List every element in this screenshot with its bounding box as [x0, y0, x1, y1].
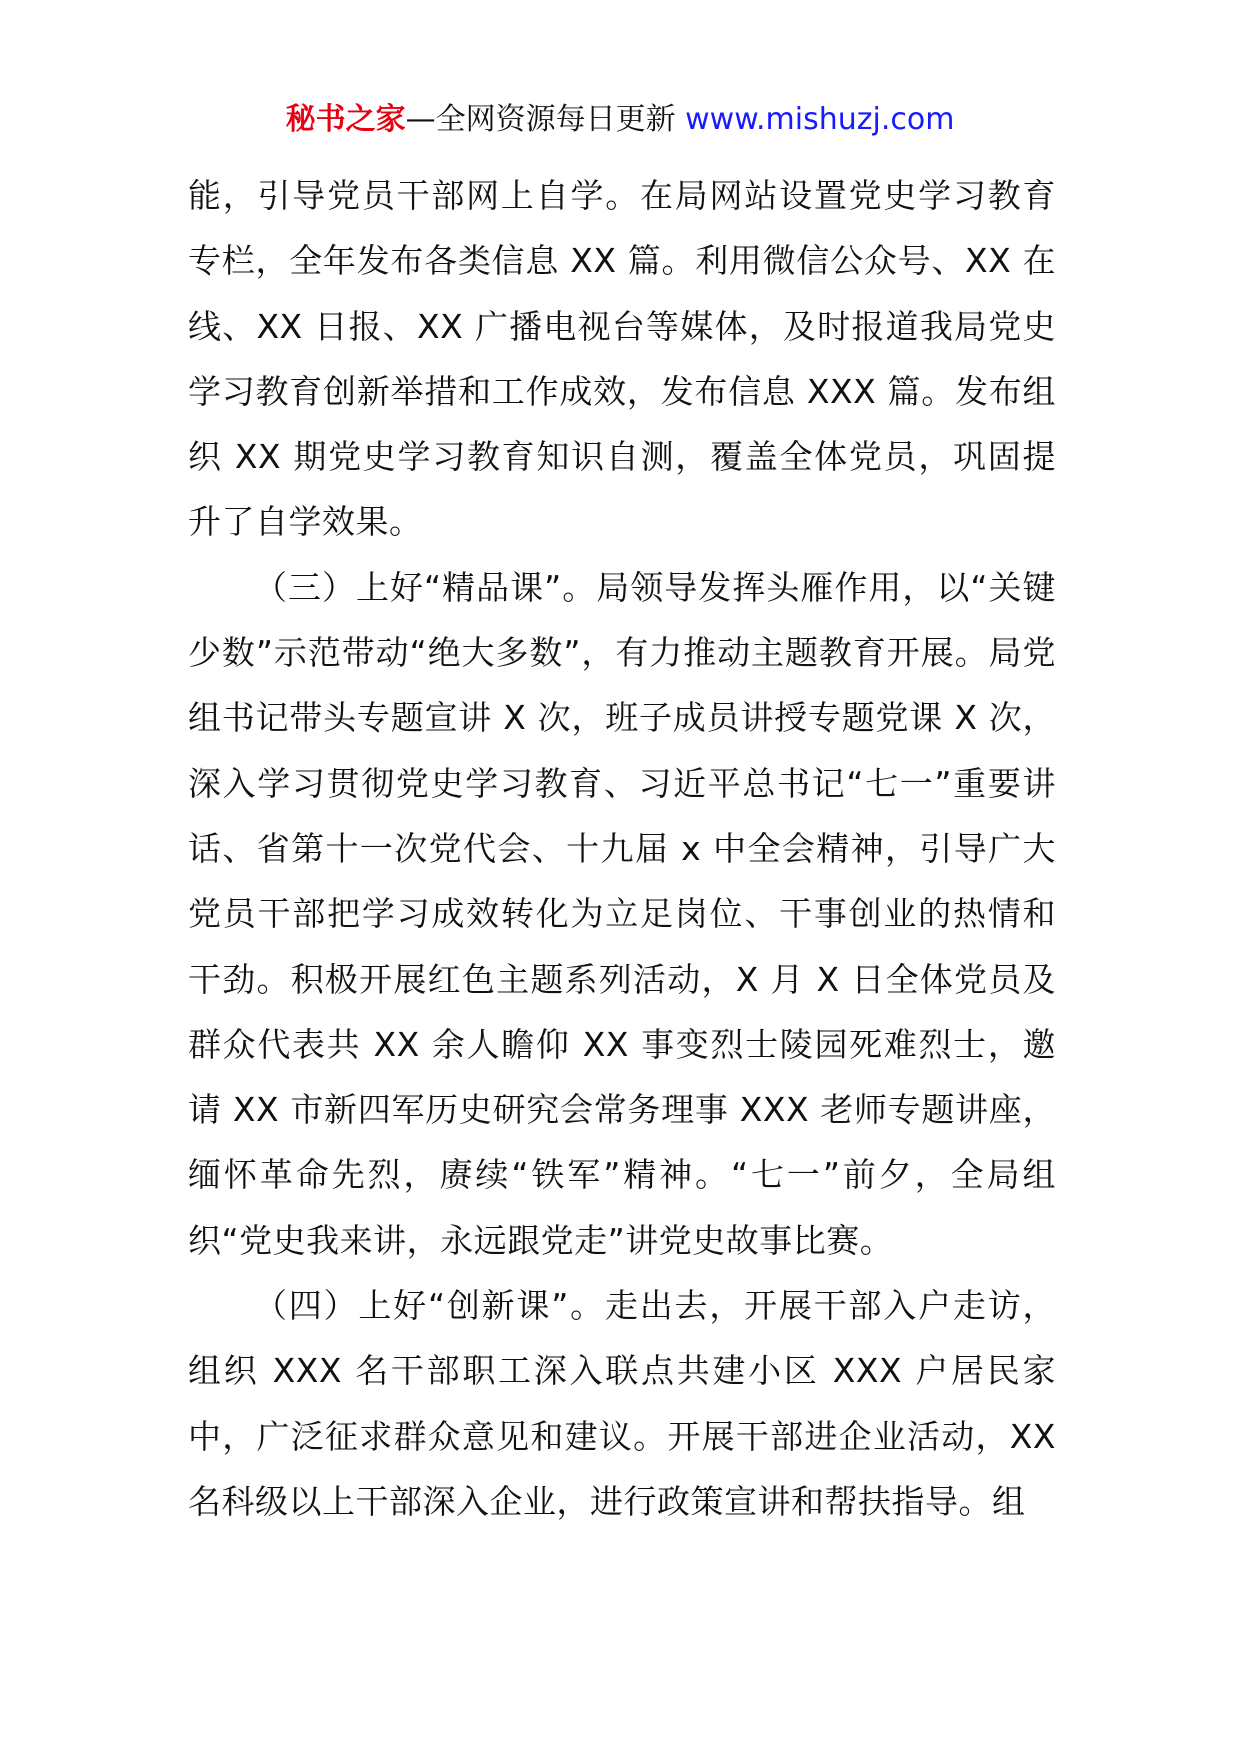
header-tagline: —全网资源每日更新	[405, 102, 676, 137]
site-url: www.mishuzj.com	[685, 102, 955, 137]
brand-name: 秘书之家	[285, 102, 406, 137]
paragraph-continuation: 能，引导党员干部网上自学。在局网站设置党史学习教育专栏，全年发布各类信息 XX 篇。利用微信公众号、XX 在线、XX 日报、XX 广播电视台等媒体，及时报道我局党史学习教育创新举措和工作成效，发布信息 XXX 篇。发布组织 XX 期党史学习教育知识自测，覆盖全体党员，巩固提升了自学效果。	[188, 176, 1056, 542]
paragraph-section-four: （四）上好“创新课”。走出去，开展干部入户走访，组织 XXX 名干部职工深入联点共建小区 XXX 户居民家中，广泛征求群众意见和建议。开展干部进企业活动，XX 名科级以上干部深入企业，进行政策宣讲和帮扶指导。组	[188, 1286, 1056, 1521]
paragraph-section-three: （三）上好“精品课”。局领导发挥头雁作用，以“关键少数”示范带动“绝大多数”，有力推动主题教育开展。局党组书记带头专题宣讲 X 次，班子成员讲授专题党课 X 次，深入学习贯彻党史学习教育、习近平总书记“七一”重要讲话、省第十一次党代会、十九届 x 中全会精神，引导广大党员干部把学习成效转化为立足岗位、干事创业的热情和干劲。积极开展红色主题系列活动，X 月 X 日全体党员及群众代表共 XX 余人瞻仰 XX 事变烈士陵园死难烈士，邀请 XX 市新四军历史研究会常务理事 XXX 老师专题讲座，缅怀革命先烈，赓续“铁军”精神。“七一”前夕，全局组织“党史我来讲，永远跟党走”讲党史故事比赛。	[188, 567, 1056, 1260]
document-body	[188, 163, 1056, 1534]
watermark-header	[0, 98, 1240, 142]
